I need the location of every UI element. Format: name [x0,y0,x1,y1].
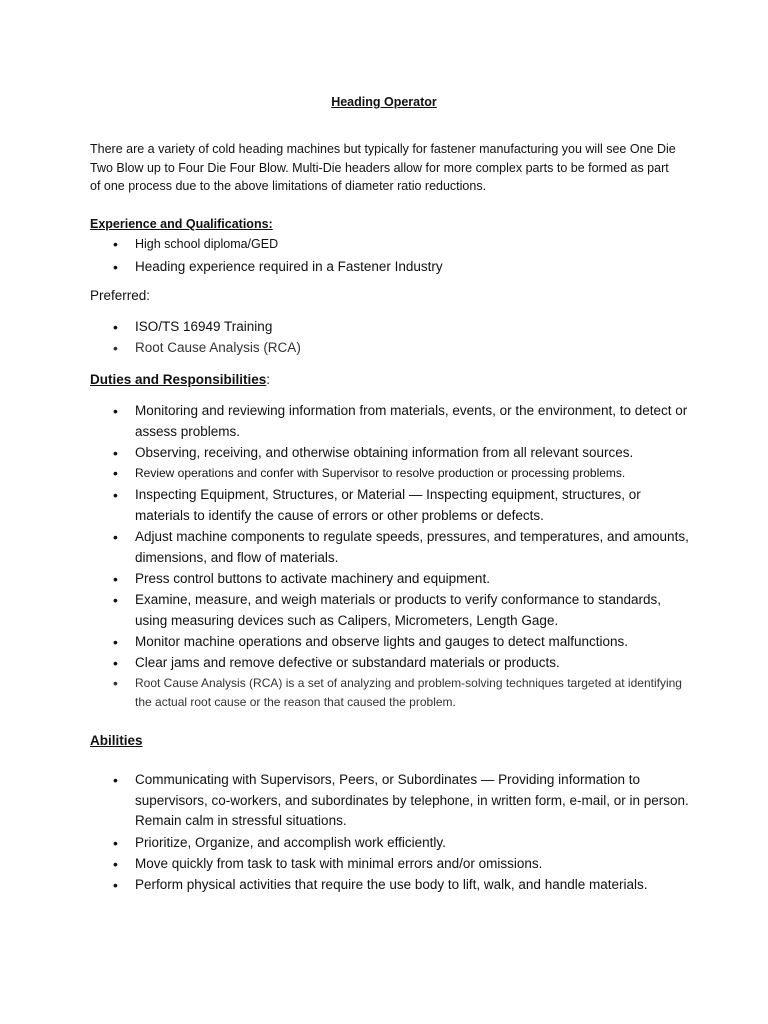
list-item: • Monitoring and reviewing information from materials, events, or the environment, to detect or assess problems. [90,401,690,442]
list-item: • High school diploma/GED [90,235,690,253]
list-item: • Prioritize, Organize, and accomplish work efficiently. [90,833,690,854]
duties-heading-suffix: : [266,372,271,387]
abilities-heading: Abilities [90,733,143,748]
duties-heading-text: Duties and Responsibilities [90,372,267,387]
intro-paragraph: There are a variety of cold heading machines but typically for fastener manufacturing you will see One Die Two Blow up to Four Die Four Blow. Multi-Die headers allow for more complex parts to be formed as part of one process due to the above limitations of diameter ratio reductions. [90,142,676,194]
list-item: • Heading experience required in a Fastener Industry [90,257,690,278]
list-item: • ISO/TS 16949 Training [90,317,690,338]
list-item: • Monitor machine operations and observe lights and gauges to detect malfunctions. [90,632,690,653]
list-item: • Adjust machine components to regulate speeds, pressures, and temperatures, and amounts, dimensions, and flow of materials. [90,527,690,568]
experience-list [90,235,690,278]
abilities-list [90,770,690,896]
list-item: • Clear jams and remove defective or substandard materials or products. [90,653,690,674]
page-title: Heading Operator [331,95,437,109]
list-item: • Examine, measure, and weigh materials or products to verify conformance to standards, using measuring devices such as Calipers, Micrometers, Length Gage. [90,590,690,631]
duties-heading [90,371,270,389]
list-item: • Press control buttons to activate machinery and equipment. [90,569,690,590]
duties-list [90,401,690,711]
list-item: • Observing, receiving, and otherwise obtaining information from all relevant sources. [90,443,690,464]
preferred-list [90,317,690,359]
list-item: • Root Cause Analysis (RCA) [90,338,690,359]
experience-heading: Experience and Qualifications: [90,217,273,231]
list-item: • Perform physical activities that require the use body to lift, walk, and handle materials. [90,875,690,896]
list-item: • Inspecting Equipment, Structures, or Material — Inspecting equipment, structures, or materials to identify the cause of errors or other problems or defects. [90,485,690,526]
preferred-label: Preferred: [90,288,151,303]
list-item: • Move quickly from task to task with minimal errors and/or omissions. [90,854,690,875]
list-item: • Review operations and confer with Supervisor to resolve production or processing problems. [90,464,690,483]
list-item: • Communicating with Supervisors, Peers, or Subordinates — Providing information to supervisors, co-workers, and subordinates by telephone, in written form, e-mail, or in person. Remain calm in stressful situations. [90,770,690,832]
list-item: • Root Cause Analysis (RCA) is a set of analyzing and problem-solving techniques targeted at identifying the actual root cause or the reason that caused the problem. [90,674,690,711]
